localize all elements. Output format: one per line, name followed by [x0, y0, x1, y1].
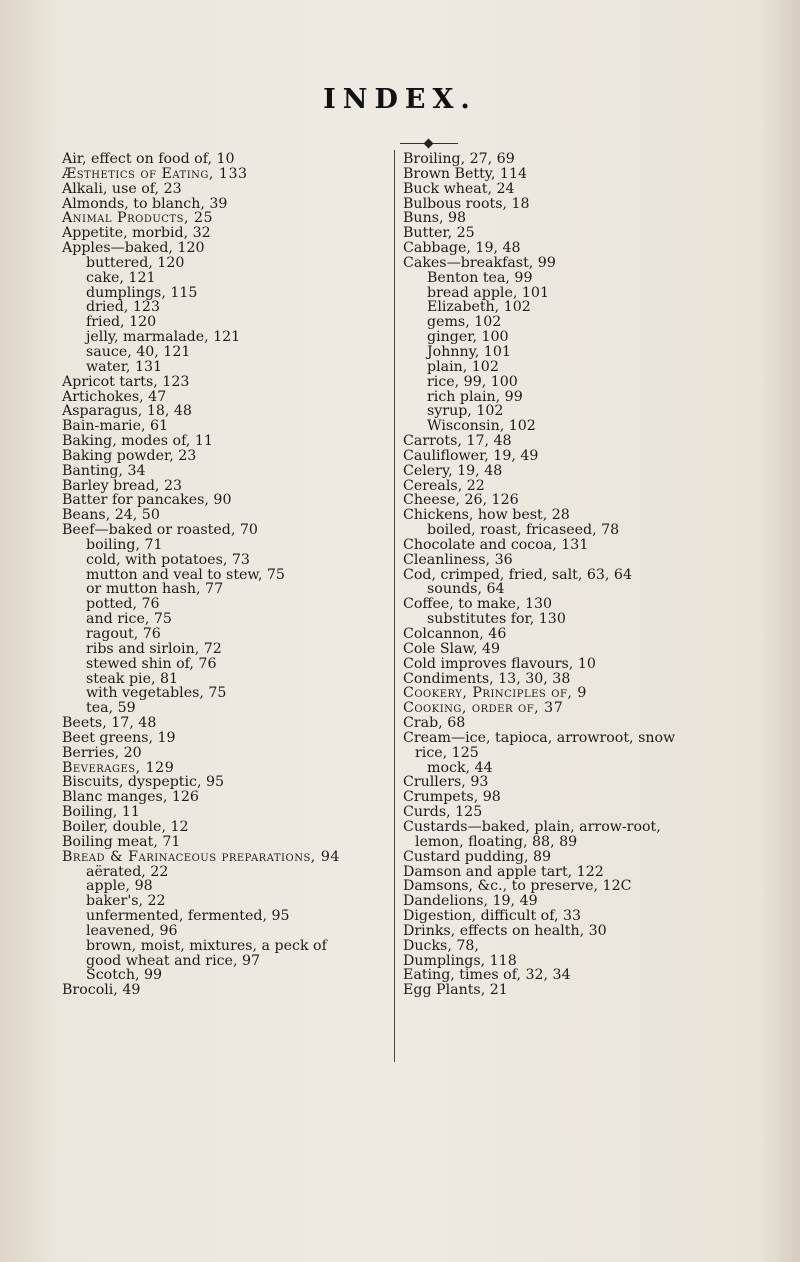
column-divider — [394, 150, 395, 1062]
index-entry: Cheese, 26, 126 — [403, 492, 519, 509]
index-entry: plain, 102 — [427, 358, 499, 375]
index-entry: Artichokes, 47 — [62, 388, 167, 405]
index-entry: Egg Plants, 21 — [403, 982, 508, 999]
index-entry: potted, 76 — [86, 596, 160, 613]
index-entry: mock, 44 — [427, 759, 493, 776]
index-entry: Beef—baked or roasted, 70 — [62, 522, 258, 539]
index-entry: cold, with potatoes, 73 — [86, 551, 250, 568]
index-entry: Damsons, &c., to preserve, 12C — [403, 878, 632, 895]
index-entry: syrup, 102 — [427, 403, 504, 420]
index-entry: Animal Products, 25 — [62, 210, 214, 227]
index-entry: Bain-marie, 61 — [62, 418, 169, 435]
index-entry: or mutton hash, 77 — [86, 581, 224, 598]
index-entry: Boiling, 11 — [62, 804, 140, 821]
page-heading: INDEX. — [323, 84, 477, 115]
index-entry: Baking powder, 23 — [62, 447, 197, 464]
index-entry: Eating, times of, 32, 34 — [403, 967, 571, 984]
index-entry: Barley bread, 23 — [62, 477, 182, 494]
index-entry: tea, 59 — [86, 700, 136, 717]
index-entry: buttered, 120 — [86, 254, 185, 271]
index-entry: Appetite, morbid, 32 — [62, 225, 211, 242]
index-entry: steak pie, 81 — [86, 670, 179, 687]
index-entry: ribs and sirloin, 72 — [86, 640, 222, 657]
index-entry: Dandelions, 19, 49 — [403, 893, 538, 910]
index-entry: Banting, 34 — [62, 462, 146, 479]
index-entry: Chocolate and cocoa, 131 — [403, 536, 589, 553]
heading-ornament — [424, 139, 434, 149]
index-entry: Elizabeth, 102 — [427, 299, 531, 316]
index-entry: Crullers, 93 — [403, 774, 489, 791]
index-entry: Custard pudding, 89 — [403, 848, 552, 865]
index-entry: mutton and veal to stew, 75 — [86, 566, 285, 583]
index-entry: Cole Slaw, 49 — [403, 640, 501, 657]
index-entry: Condiments, 13, 30, 38 — [403, 670, 571, 687]
index-entry: substitutes for, 130 — [427, 611, 566, 628]
index-entry: Buck wheat, 24 — [403, 180, 515, 197]
index-entry: and rice, 75 — [86, 611, 172, 628]
index-entry: Cauliflower, 19, 49 — [403, 447, 539, 464]
index-entry: Cakes—breakfast, 99 — [403, 254, 556, 271]
index-entry: Curds, 125 — [403, 804, 483, 821]
index-entry: Asparagus, 18, 48 — [62, 403, 192, 420]
index-entry: Apples—baked, 120 — [62, 240, 205, 257]
index-entry: Crab, 68 — [403, 715, 466, 732]
index-entry: Bulbous roots, 18 — [403, 195, 530, 212]
index-entry: with vegetables, 75 — [86, 685, 227, 702]
index-entry: Cereals, 22 — [403, 477, 485, 494]
index-entry: rice, 125 — [415, 744, 479, 761]
index-entry: Air, effect on food of, 10 — [62, 151, 235, 167]
index-entry: Cleanliness, 36 — [403, 551, 513, 568]
index-entry: leavened, 96 — [86, 922, 178, 939]
index-entry: Cream—ice, tapioca, arrowroot, snow — [403, 729, 676, 746]
index-entry: Brown Betty, 114 — [403, 165, 527, 182]
index-entry: Scotch, 99 — [86, 967, 163, 984]
index-entry: aërated, 22 — [86, 863, 169, 880]
index-entry: Berries, 20 — [62, 744, 142, 761]
index-entry: boiling, 71 — [86, 536, 163, 553]
index-entry: Colcannon, 46 — [403, 626, 507, 642]
index-entry: ragout, 76 — [86, 626, 161, 642]
index-entry: Apricot tarts, 123 — [62, 373, 190, 390]
index-entry: Chickens, how best, 28 — [403, 507, 570, 524]
index-entry: sauce, 40, 121 — [86, 343, 191, 360]
index-entry: bread apple, 101 — [427, 284, 549, 301]
index-entry: fried, 120 — [86, 314, 157, 331]
index-entry: water, 131 — [86, 358, 163, 375]
index-entry: Cookery, Principles of, 9 — [403, 685, 587, 702]
index-entry: Drinks, effects on health, 30 — [403, 922, 607, 939]
index-entry: rice, 99, 100 — [427, 373, 518, 390]
index-entry: dumplings, 115 — [86, 284, 198, 301]
index-entry: Damson and apple tart, 122 — [403, 863, 604, 880]
index-entry: Cabbage, 19, 48 — [403, 240, 521, 257]
index-entry: rich plain, 99 — [427, 388, 523, 405]
index-entry: Batter for pancakes, 90 — [62, 492, 232, 509]
index-entry: Brocoli, 49 — [62, 982, 141, 999]
index-entry: Broiling, 27, 69 — [403, 151, 515, 167]
index-entry: Bread & Farinaceous preparations, 94 — [62, 848, 340, 865]
index-entry: Coffee, to make, 130 — [403, 596, 553, 613]
index-entry: Ducks, 78, — [403, 937, 479, 954]
index-entry: Cold improves flavours, 10 — [403, 655, 596, 672]
index-entry: cake, 121 — [86, 269, 156, 286]
index-entry: Buns, 98 — [403, 210, 467, 227]
index-entry: stewed shin of, 76 — [86, 655, 217, 672]
index-entry: Boiler, double, 12 — [62, 818, 189, 835]
index-entry: apple, 98 — [86, 878, 153, 895]
index-entry: Butter, 25 — [403, 225, 475, 242]
index-entry: Digestion, difficult of, 33 — [403, 908, 582, 925]
index-entry: Carrots, 17, 48 — [403, 433, 512, 450]
index-entry: Æsthetics of Eating, 133 — [62, 165, 248, 182]
index-entry: Cod, crimped, fried, salt, 63, 64 — [403, 566, 632, 583]
index-entry: Beans, 24, 50 — [62, 507, 160, 524]
index-entry: baker's, 22 — [86, 893, 166, 910]
index-entry: Blanc manges, 126 — [62, 789, 199, 806]
index-entry: Alkali, use of, 23 — [62, 180, 182, 197]
index-entry: Biscuits, dyspeptic, 95 — [62, 774, 225, 791]
index-entry: good wheat and rice, 97 — [86, 952, 261, 969]
index-entry: jelly, marmalade, 121 — [86, 329, 241, 346]
index-entry: Beverages, 129 — [62, 759, 175, 776]
index-entry: Dumplings, 118 — [403, 952, 517, 969]
index-entry: gems, 102 — [427, 314, 502, 331]
index-entry: Almonds, to blanch, 39 — [62, 195, 228, 212]
index-entry: ginger, 100 — [427, 329, 509, 346]
index-entry: Crumpets, 98 — [403, 789, 501, 806]
index-entry: Beet greens, 19 — [62, 729, 176, 746]
right-index-column — [403, 152, 783, 998]
index-entry: sounds, 64 — [427, 581, 505, 598]
index-entry: Beets, 17, 48 — [62, 715, 157, 732]
index-entry: lemon, floating, 88, 89 — [415, 833, 578, 850]
index-entry: Celery, 19, 48 — [403, 462, 503, 479]
index-entry: unfermented, fermented, 95 — [86, 908, 290, 925]
index-entry: boiled, roast, fricaseed, 78 — [427, 522, 620, 539]
index-entry: Benton tea, 99 — [427, 269, 533, 286]
left-index-column — [62, 152, 388, 998]
index-entry: brown, moist, mixtures, a peck of — [86, 937, 327, 954]
index-entry: Cooking, order of, 37 — [403, 700, 564, 717]
index-entry: Baking, modes of, 11 — [62, 433, 213, 450]
index-entry: Johnny, 101 — [427, 343, 511, 360]
index-entry: Boiling meat, 71 — [62, 833, 181, 850]
index-entry: Custards—baked, plain, arrow-root, — [403, 818, 661, 835]
index-entry: Wisconsin, 102 — [427, 418, 536, 435]
index-entry: dried, 123 — [86, 299, 160, 316]
